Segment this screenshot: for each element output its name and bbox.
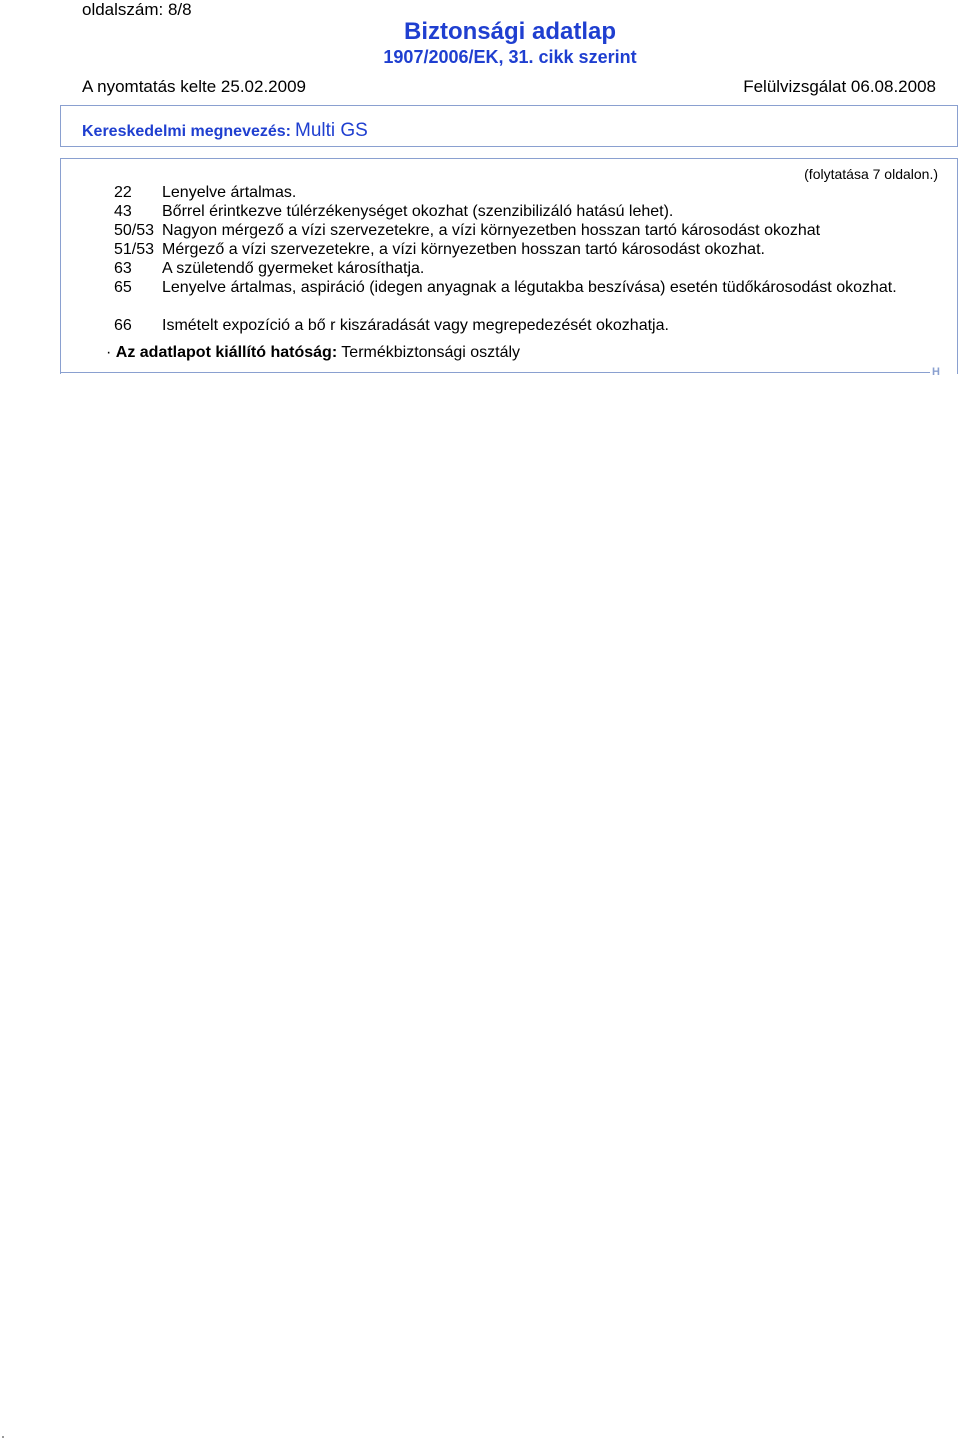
risk-phrase	[114, 278, 902, 297]
risk-phrase-text: Nagyon mérgező a vízi szervezetekre, a vízi környezetben hosszan tartó károsodást okozhat	[162, 222, 821, 239]
risk-phrase-code: 50/53	[114, 222, 155, 239]
risk-phrase-code: 66	[114, 317, 132, 334]
risk-phrase-code: 65	[114, 279, 132, 296]
risk-phrase-text: Mérgező a vízi szervezetekre, a vízi környezetben hosszan tartó károsodást okozhat.	[162, 241, 765, 258]
risk-phrase	[114, 240, 765, 259]
risk-phrase-code: 63	[114, 260, 132, 277]
trade-name-label: Kereskedelmi megnevezés:	[82, 123, 291, 140]
risk-phrase-text: Bőrrel érintkezve túlérzékenységet okozhat (szenzibilizáló hatású lehet).	[162, 203, 674, 220]
scan-artifact	[2, 1436, 4, 1438]
risk-phrase-code: 43	[114, 203, 132, 220]
print-date: A nyomtatás kelte 25.02.2009	[82, 77, 306, 96]
section-end-mark: H	[932, 366, 940, 378]
risk-phrase	[114, 183, 296, 202]
risk-phrase	[114, 221, 820, 240]
section-divider	[60, 372, 930, 373]
risk-phrase	[114, 202, 673, 221]
risk-phrase-text: Lenyelve ártalmas, aspiráció (idegen anyagnak a légutakba beszívása) esetén tüdőkárosodást okozhat.	[162, 279, 897, 296]
trade-name-value: Multi GS	[295, 120, 368, 141]
risk-phrase-text: Lenyelve ártalmas.	[162, 184, 297, 201]
authority-label: Az adatlapot kiállító hatóság:	[115, 344, 338, 361]
continued-note: (folytatása 7 oldalon.)	[804, 166, 938, 182]
risk-phrase-text: Ismételt expozíció a bő r kiszáradását vagy megrepedezését okozhatja.	[162, 317, 669, 334]
risk-phrase-code: 51/53	[114, 241, 155, 258]
revision-date: Felülvizsgálat 06.08.2008	[743, 77, 936, 96]
trade-name	[82, 120, 368, 142]
authority-bullet: ·	[106, 344, 112, 361]
risk-phrase	[114, 259, 424, 278]
risk-phrase-text: A születendő gyermeket károsíthatja.	[162, 260, 425, 277]
page-number: oldalszám: 8/8	[82, 0, 192, 19]
risk-phrase	[114, 316, 669, 335]
trade-name-box	[60, 105, 958, 147]
authority-value: Termékbiztonsági osztály	[341, 344, 521, 361]
document-subtitle: 1907/2006/EK, 31. cikk szerint	[383, 47, 637, 67]
document-title: Biztonsági adatlap	[403, 18, 617, 45]
issuing-authority	[106, 344, 520, 362]
risk-phrase-code: 22	[114, 184, 132, 201]
